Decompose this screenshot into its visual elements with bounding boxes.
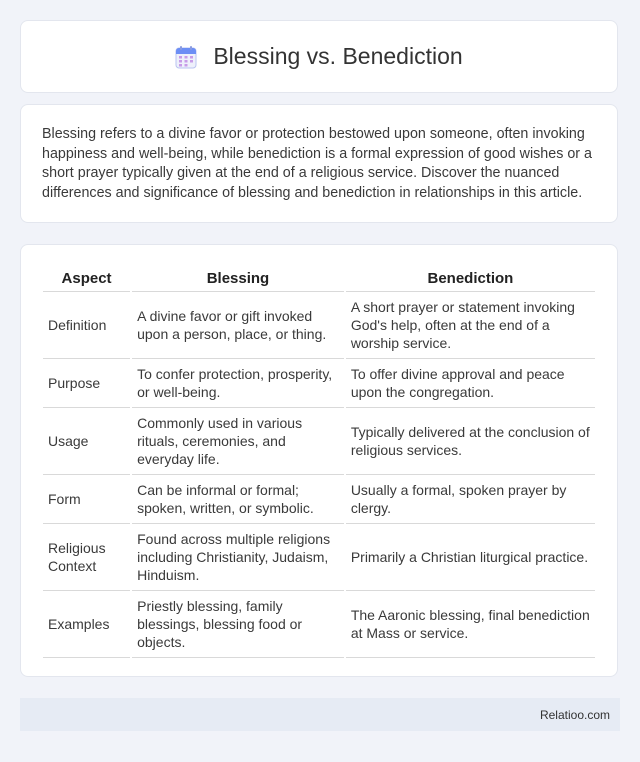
- header-card: [20, 20, 618, 93]
- row-benediction: Typically delivered at the conclusion of religious services.: [346, 408, 595, 475]
- table-row: [43, 475, 595, 524]
- row-benediction: Primarily a Christian liturgical practice.: [346, 524, 595, 591]
- table-row: [43, 408, 595, 475]
- footer: [20, 698, 620, 731]
- row-blessing: Priestly blessing, family blessings, blessing food or objects.: [132, 591, 344, 658]
- header-aspect: Aspect: [43, 265, 130, 292]
- row-benediction: A short prayer or statement invoking God's help, often at the end of a worship service.: [346, 292, 595, 359]
- row-benediction: Usually a formal, spoken prayer by clergy.: [346, 475, 595, 524]
- row-blessing: A divine favor or gift invoked upon a person, place, or thing.: [132, 292, 344, 359]
- row-aspect: Definition: [43, 292, 130, 359]
- row-aspect: Form: [43, 475, 130, 524]
- row-aspect: Examples: [43, 591, 130, 658]
- table-row: [43, 591, 595, 658]
- header-benediction: Benediction: [346, 265, 595, 292]
- header-blessing: Blessing: [132, 265, 344, 292]
- page-title: Blessing vs. Benediction: [213, 43, 463, 69]
- intro-card: [20, 104, 618, 223]
- calendar-icon: [175, 45, 197, 69]
- row-aspect: Usage: [43, 408, 130, 475]
- table-row: [43, 359, 595, 408]
- row-blessing: Commonly used in various rituals, ceremonies, and everyday life.: [132, 408, 344, 475]
- table-header-row: [43, 265, 595, 292]
- comparison-table: [41, 265, 597, 658]
- footer-brand[interactable]: Relatioo.com: [539, 707, 610, 722]
- row-blessing: To confer protection, prosperity, or well-being.: [132, 359, 344, 408]
- row-aspect: Religious Context: [43, 524, 130, 591]
- table-row: [43, 524, 595, 591]
- row-blessing: Can be informal or formal; spoken, written, or symbolic.: [132, 475, 344, 524]
- row-blessing: Found across multiple religions including Christianity, Judaism, Hinduism.: [132, 524, 344, 591]
- table-row: [43, 292, 595, 359]
- intro-text: Blessing refers to a divine favor or protection bestowed upon someone, often invoking happiness and well-being, while benediction is a formal expression of good wishes or a short prayer typically given at the end of a religious service. Discover the nuanced differences and significance of blessing and benediction in relationships in this article.: [42, 126, 592, 201]
- row-aspect: Purpose: [43, 359, 130, 408]
- row-benediction: To offer divine approval and peace upon the congregation.: [346, 359, 595, 408]
- row-benediction: The Aaronic blessing, final benediction at Mass or service.: [346, 591, 595, 658]
- comparison-table-card: [20, 244, 618, 677]
